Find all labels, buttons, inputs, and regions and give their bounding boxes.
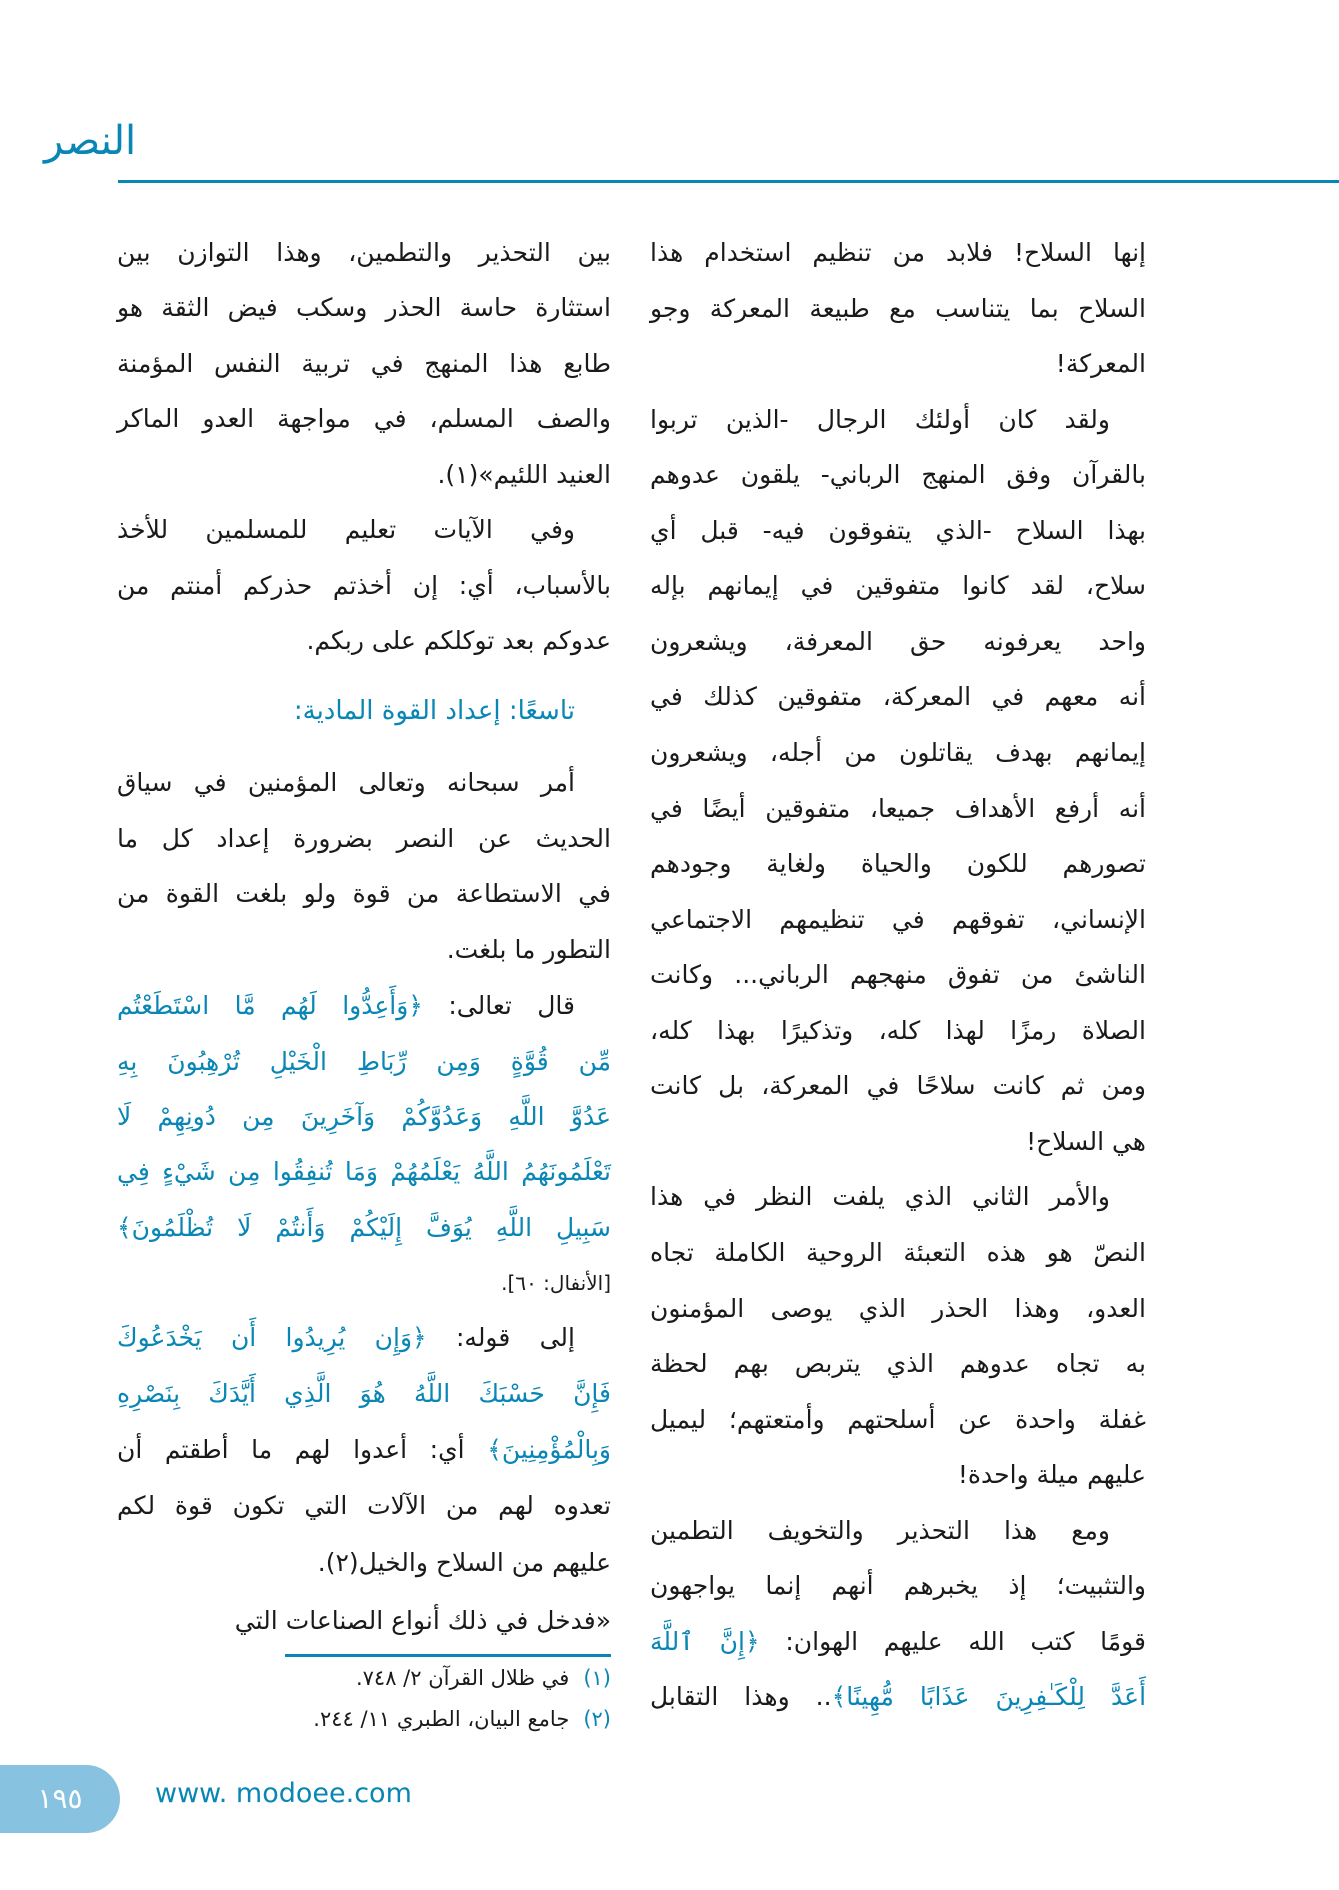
quran-verse: فَإِنَّ حَسْبَكَ اللَّهُ هُوَ الَّذِي أَيَّدَكَ بِنَصْرِهِ: [117, 1379, 611, 1409]
right-column: [650, 0, 1147, 1712]
text-segment: [الأنفال: ٦٠].: [501, 1271, 611, 1296]
text-segment: ومن ثم كانت سلاحًا في المعركة، بل كانت: [650, 1071, 1146, 1101]
text-line: [650, 614, 1146, 670]
text-segment: في الاستطاعة من قوة ولو بلغت القوة من: [117, 879, 611, 909]
footnote-number: (١): [583, 1666, 611, 1690]
text-line: [650, 1503, 1146, 1559]
text-line: [650, 1447, 1146, 1503]
footnote-1: [356, 1666, 611, 1690]
text-line: [650, 947, 1146, 1003]
text-segment: استثارة حاسة الحذر وسكب فيض الثقة هو: [117, 293, 611, 323]
text-line: [117, 336, 611, 392]
text-line: [650, 669, 1146, 725]
text-segment: عليهم من السلاح والخيل(٢).: [317, 1547, 611, 1577]
text-line: [117, 225, 611, 281]
text-segment: أنه معهم في المعركة، متفوقين كذلك في: [650, 682, 1146, 712]
text-segment: تصورهم للكون والحياة ولغاية وجودهم: [650, 849, 1146, 879]
section-heading: [117, 683, 611, 739]
quran-verse: عَدُوَّ اللَّهِ وَعَدُوَّكُمْ وَآخَرِينَ مِن دُونِهِمْ لَا: [117, 1102, 611, 1132]
text-segment: تعدوه لهم من الآلات التي تكون قوة لكم: [117, 1491, 611, 1521]
text-line: [650, 1058, 1146, 1114]
text-segment: بالقرآن وفق المنهج الرباني- يلقون عدوهم: [650, 460, 1146, 490]
text-segment: والتثبيت؛ إذ يخبرهم أنهم إنما يواجهون: [650, 1571, 1146, 1601]
footnote-rule: [285, 1654, 611, 1657]
left-column: [117, 0, 611, 1700]
text-segment: .. وهذا التقابل: [650, 1682, 832, 1712]
text-segment: هي السلاح!: [1026, 1126, 1146, 1156]
text-line: [650, 1392, 1146, 1448]
text-line: [650, 1336, 1146, 1392]
text-segment: واحد يعرفونه حق المعرفة، ويشعرون: [650, 626, 1146, 656]
text-line: [117, 1422, 611, 1478]
text-segment: إيمانهم بهدف يقاتلون من أجله، ويشعرون: [650, 738, 1146, 767]
text-line: [650, 1669, 1146, 1725]
text-segment: قال تعالى:: [422, 991, 576, 1021]
text-line: [117, 558, 611, 614]
text-line: [117, 922, 611, 978]
text-segment: وفي الآيات تعليم للمسلمين للأخذ: [117, 515, 575, 545]
text-line: [117, 391, 611, 447]
text-segment: الإنساني، تفوقهم في تنظيمهم الاجتماعي: [650, 904, 1146, 934]
page-number: ١٩٥: [0, 1765, 120, 1833]
text-line: [117, 1089, 611, 1145]
quran-verse: تَعْلَمُونَهُمُ اللَّهُ يَعْلَمُهُمْ وَمَا تُنفِقُوا مِن شَيْءٍ فِي: [117, 1157, 611, 1187]
text-line: [650, 1114, 1146, 1170]
text-segment: بالأسباب، أي: إن أخذتم حذركم أمنتم من: [117, 570, 611, 600]
text-segment: العدو، وهذا الحذر الذي يوصى المؤمنون: [650, 1293, 1146, 1323]
text-line: [650, 1225, 1146, 1281]
text-line: [650, 447, 1146, 503]
text-segment: به تجاه عدوهم الذي يتربص بهم لحظة: [650, 1349, 1146, 1379]
text-segment: أنه أرفع الأهداف جميعا، متفوقين أيضًا في: [650, 793, 1146, 823]
text-line: [117, 1310, 611, 1366]
text-line: [117, 811, 611, 867]
text-line: [650, 225, 1146, 281]
quran-verse: وَبِالْمُؤْمِنِينَ﴾: [487, 1434, 611, 1464]
quran-verse: أَعَدَّ لِلْكَـٰفِرِينَ عَذَابًا مُّهِينًا﴾: [831, 1682, 1147, 1712]
footnote-text: جامع البيان، الطبري ١١/ ٢٤٤.: [313, 1707, 570, 1731]
text-line: [650, 1281, 1146, 1337]
text-line: [650, 781, 1146, 837]
text-line: [650, 558, 1146, 614]
footnote-2: [313, 1707, 611, 1731]
quran-verse: ﴿وَأَعِدُّوا لَهُم مَّا اسْتَطَعْتُم: [117, 991, 423, 1021]
quran-verse: ﴿وَإِن يُرِيدُوا أَن يَخْدَعُوكَ: [117, 1322, 427, 1352]
text-line: [117, 755, 611, 811]
text-segment: غفلة واحدة عن أسلحتهم وأمتعتهم؛ ليميل: [650, 1404, 1146, 1434]
quran-verse: مِّن قُوَّةٍ وَمِن رِّبَاطِ الْخَيْلِ تُرْهِبُونَ بِهِ: [117, 1046, 611, 1076]
text-line: [650, 1003, 1146, 1059]
text-line: [650, 1614, 1146, 1670]
text-line: [117, 1366, 611, 1422]
text-line: [117, 978, 611, 1034]
quran-verse: سَبِيلِ اللَّهِ يُوَفَّ إِلَيْكُمْ وَأَنتُمْ لَا تُظْلَمُونَ﴾: [117, 1212, 611, 1242]
website-link[interactable]: www. modoee.com: [155, 1778, 412, 1809]
text-line: [117, 1593, 611, 1649]
text-segment: أي: أعدوا لهم ما أطقتم أن: [117, 1434, 488, 1464]
footnote-text: في ظلال القرآن ٢/ ٧٤٨.: [355, 1666, 570, 1690]
text-segment: إنها السلاح! فلابد من تنظيم استخدام هذا: [650, 238, 1146, 268]
text-segment: عدوكم بعد توكلكم على ربكم.: [306, 626, 611, 656]
text-segment: العنيد اللئيم»(١).: [437, 459, 611, 489]
text-segment: والأمر الثاني الذي يلفت النظر في هذا: [650, 1182, 1110, 1212]
text-segment: السلاح بما يتناسب مع طبيعة المعركة وجو: [650, 293, 1146, 323]
text-line: [650, 336, 1146, 392]
text-segment: عليهم ميلة واحدة!: [957, 1460, 1146, 1490]
text-segment: الناشئ من تفوق منهجهم الرباني... وكانت: [650, 960, 1146, 990]
text-line: [117, 613, 611, 669]
text-segment: التطور ما بلغت.: [446, 934, 611, 964]
text-line: [650, 836, 1146, 892]
text-line: [117, 1144, 611, 1200]
text-segment: بين التحذير والتطمين، وهذا التوازن بين: [117, 238, 611, 268]
text-segment: طابع هذا المنهج في تربية النفس المؤمنة: [117, 348, 611, 378]
text-segment: ولقد كان أولئك الرجال -الذين تربوا: [650, 404, 1110, 434]
text-line: [650, 892, 1146, 948]
text-segment: الصلاة رمزًا لهذا كله، وتذكيرًا بهذا كله،: [650, 1015, 1146, 1045]
text-segment: سلاح، لقد كانوا متفوقين في إيمانهم بإله: [650, 571, 1146, 601]
text-line: [117, 1255, 611, 1311]
text-segment: المعركة!: [1055, 349, 1146, 379]
text-segment: تاسعًا: إعداد القوة المادية:: [293, 695, 575, 726]
text-segment: ومع هذا التحذير والتخويف التطمين: [650, 1515, 1110, 1545]
text-line: [650, 281, 1146, 337]
text-line: [650, 1169, 1146, 1225]
text-line: [650, 503, 1146, 559]
text-line: [650, 1558, 1146, 1614]
text-segment: الحديث عن النصر بضرورة إعداد كل ما: [117, 823, 611, 853]
quran-verse: ﴿إِنَّ ٱللَّهَ: [650, 1626, 760, 1656]
text-line: [117, 502, 611, 558]
text-segment: بهذا السلاح -الذي يتفوقون فيه- قبل أي: [650, 515, 1146, 545]
text-line: [117, 447, 611, 503]
text-segment: «فدخل في ذلك أنواع الصناعات التي: [234, 1605, 611, 1635]
text-line: [117, 1034, 611, 1090]
text-segment: إلى قوله:: [426, 1322, 575, 1352]
text-line: [117, 1535, 611, 1591]
chapter-title: النصر: [44, 118, 137, 164]
text-line: [650, 725, 1146, 781]
text-line: [117, 1478, 611, 1534]
text-segment: النصّ هو هذه التعبئة الروحية الكاملة تجاه: [650, 1237, 1146, 1267]
text-segment: أمر سبحانه وتعالى المؤمنين في سياق: [117, 768, 575, 798]
text-line: [117, 280, 611, 336]
text-segment: والصف المسلم، في مواجهة العدو الماكر: [117, 404, 611, 434]
text-line: [650, 392, 1146, 448]
text-line: [117, 866, 611, 922]
text-segment: قومًا كتب الله عليهم الهوان:: [759, 1626, 1146, 1656]
text-line: [117, 1200, 611, 1256]
footnote-number: (٢): [583, 1707, 611, 1731]
